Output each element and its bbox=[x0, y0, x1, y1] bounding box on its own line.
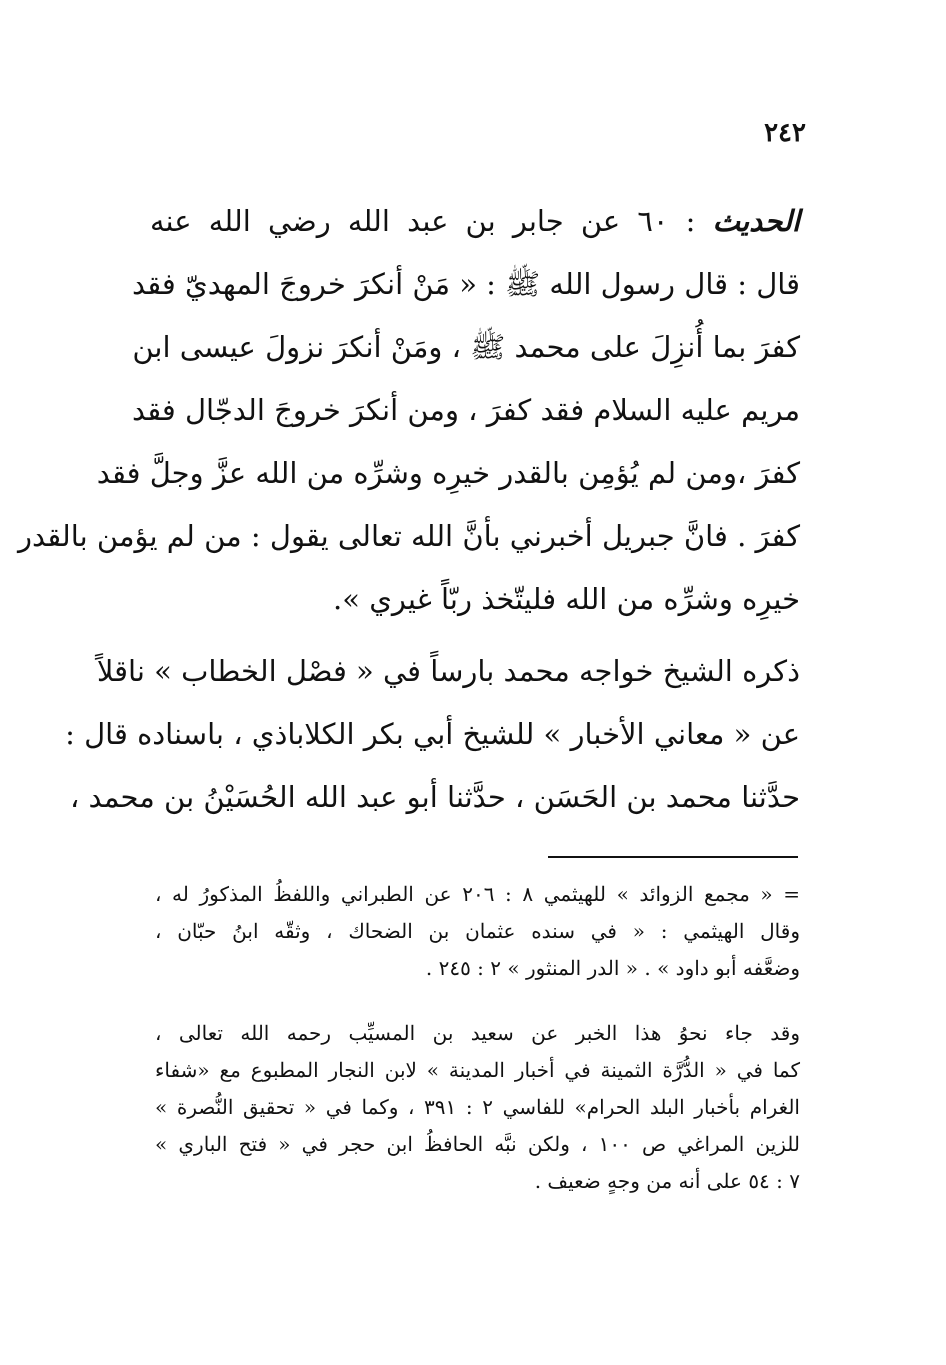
footnotes bbox=[155, 876, 800, 1200]
footnote-2-line-3: الغرام بأخبار البلد الحرام» للفاسي ٢ : ٣٩١ ، وكما في « تحقيق النُّصرة » bbox=[155, 1095, 800, 1119]
hadith-line-4: مريم عليه السلام فقد كفرَ ، ومن أنكرَ خروجَ الدجّال فقد bbox=[131, 393, 800, 427]
narration-paragraph bbox=[65, 640, 800, 829]
footnote-1-line-2: وقال الهيثمي : « في سنده عثمان بن الضحاك ، وثقّه ابنُ حبّان ، bbox=[155, 919, 800, 943]
hadith-line-3: كفرَ بما أُنزِلَ على محمد ﷺ ، ومَنْ أنكرَ نزولَ عيسى ابن bbox=[132, 330, 800, 364]
footnote-2-line-2: كما في « الدُّرَّة الثمينة في أخبار المدينة » لابن النجار المطبوع مع «شفاء bbox=[155, 1058, 800, 1082]
hadith-line-5: كفرَ ،ومن لم يُؤمِن بالقدر خيرِه وشرِّه من الله عزَّ وجلَّ فقد bbox=[96, 456, 800, 490]
hadith-label: الحديث bbox=[712, 204, 800, 238]
footnote-1-line-3: وضعَّفه أبو داود » . « الدر المنثور » ٢ : ٢٤٥ . bbox=[425, 956, 800, 980]
narration-line-3: حدَّثنا محمد بن الحَسَن ، حدَّثنا أبو عبد الله الحُسَيْنُ بن محمد ، bbox=[69, 780, 800, 814]
page-number: ٢٤٢ bbox=[764, 118, 806, 148]
footnote-1-line-1: = « مجمع الزوائد » للهيثمي ٨ : ٢٠٦ عن الطبراني واللفظُ المذكورُ له ، bbox=[155, 882, 801, 906]
narration-line-2: عن « معاني الأخبار » للشيخ أبي بكر الكلاباذي ، باسناده قال : bbox=[65, 717, 800, 751]
hadith-line-2: قال : قال رسول الله ﷺ : « مَنْ أنكرَ خروجَ المهديّ فقد bbox=[132, 267, 800, 301]
hadith-line-7: خيرِه وشرِّه من الله فليتّخذ ربّاً غيري ». bbox=[333, 582, 800, 616]
narration-line-1: ذكره الشيخ خواجه محمد بارساً في « فصْل الخطاب » ناقلاً bbox=[96, 654, 800, 688]
footnote-2-line-4: للزين المراغي ص ١٠٠ ، ولكن نبَّه الحافظُ ابن حجر في « فتح الباري » bbox=[155, 1132, 801, 1156]
hadith-line-6: كفرَ . فانَّ جبريل أخبرني بأنَّ الله تعالى يقول : من لم يؤمن بالقدر bbox=[18, 519, 800, 553]
hadith-paragraph bbox=[18, 190, 800, 631]
hadith-line-1 bbox=[150, 190, 800, 253]
footnote-gap bbox=[155, 987, 800, 1015]
footnote-2-line-1: وقد جاء نحوُ هذا الخبر عن سعيد بن المسيِّب رحمه الله تعالى ، bbox=[155, 1021, 800, 1045]
hadith-line-1-text: : ٦٠ عن جابر بن عبد الله رضي الله عنه bbox=[150, 204, 713, 238]
footnote-2-line-5: ٧ : ٥٤ على أنه من وجهٍ ضعيف . bbox=[534, 1169, 800, 1193]
footnote-separator bbox=[548, 856, 798, 858]
